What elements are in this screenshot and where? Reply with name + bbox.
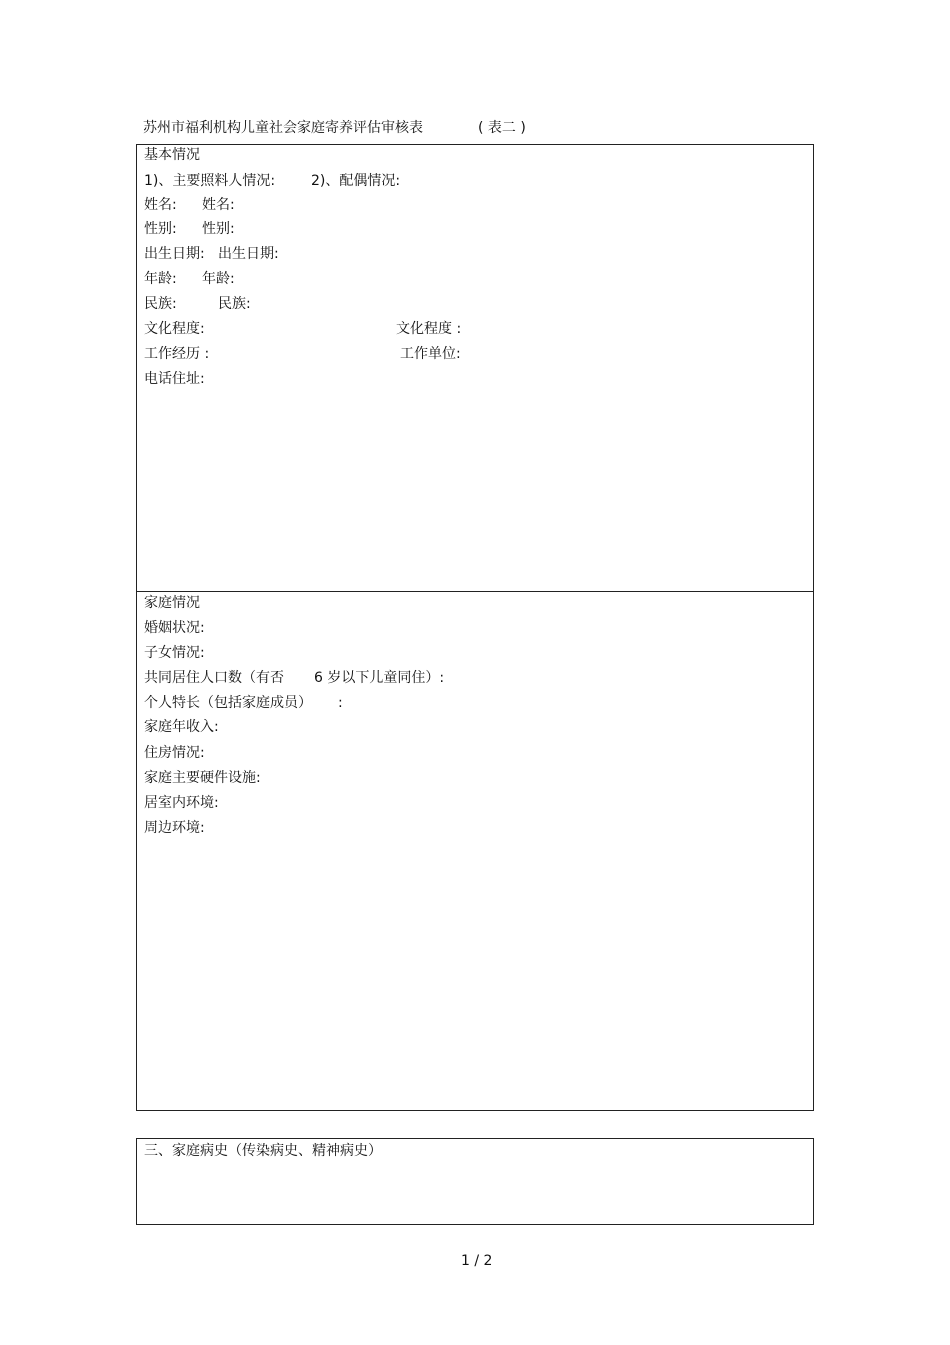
- spouse-gender-label: 性别:: [202, 221, 235, 237]
- spouse-name-label: 姓名:: [202, 197, 235, 213]
- phone-address-label: 电话住址:: [144, 371, 205, 387]
- caregiver-name-label: 姓名:: [144, 197, 177, 213]
- marital-status-label: 婚姻状况:: [144, 620, 205, 636]
- caregiver-ethnic-label: 民族:: [144, 296, 177, 312]
- talents-colon: :: [338, 695, 343, 711]
- page-number: 1 / 2: [461, 1253, 493, 1269]
- caregiver-education-label: 文化程度:: [144, 321, 205, 337]
- spouse-age-label: 年龄:: [202, 271, 235, 287]
- cohabitants-label: 共同居住人口数（有否: [144, 670, 284, 686]
- indoor-environment-label: 居室内环境:: [144, 795, 219, 811]
- family-info-heading: 家庭情况: [144, 595, 200, 611]
- spouse-ethnic-label: 民族:: [218, 296, 251, 312]
- spouse-education-label: 文化程度 :: [396, 321, 462, 337]
- cohabitants-label-cont: 6 岁以下儿童同住）:: [314, 670, 445, 686]
- work-unit-label: 工作单位:: [400, 346, 461, 362]
- caregiver-label: 1)、主要照料人情况:: [144, 173, 276, 189]
- talents-label: 个人特长（包括家庭成员）: [144, 695, 312, 711]
- facilities-label: 家庭主要硬件设施:: [144, 770, 261, 786]
- page-title-suffix: ( 表二 ): [478, 120, 526, 136]
- children-label: 子女情况:: [144, 645, 205, 661]
- annual-income-label: 家庭年收入:: [144, 719, 219, 735]
- page-title: 苏州市福利机构儿童社会家庭寄养评估审核表: [143, 120, 423, 136]
- basic-info-heading: 基本情况: [144, 147, 200, 163]
- spouse-birth-label: 出生日期:: [218, 246, 279, 262]
- work-history-label: 工作经历 :: [144, 346, 210, 362]
- housing-label: 住房情况:: [144, 745, 205, 761]
- caregiver-birth-label: 出生日期:: [144, 246, 205, 262]
- medical-history-heading: 三、家庭病史（传染病史、精神病史）: [144, 1143, 382, 1159]
- caregiver-age-label: 年龄:: [144, 271, 177, 287]
- caregiver-gender-label: 性别:: [144, 221, 177, 237]
- surroundings-label: 周边环境:: [144, 820, 205, 836]
- family-info-box: [136, 591, 814, 1111]
- basic-info-box: [136, 144, 814, 592]
- spouse-label: 2)、配偶情况:: [311, 173, 401, 189]
